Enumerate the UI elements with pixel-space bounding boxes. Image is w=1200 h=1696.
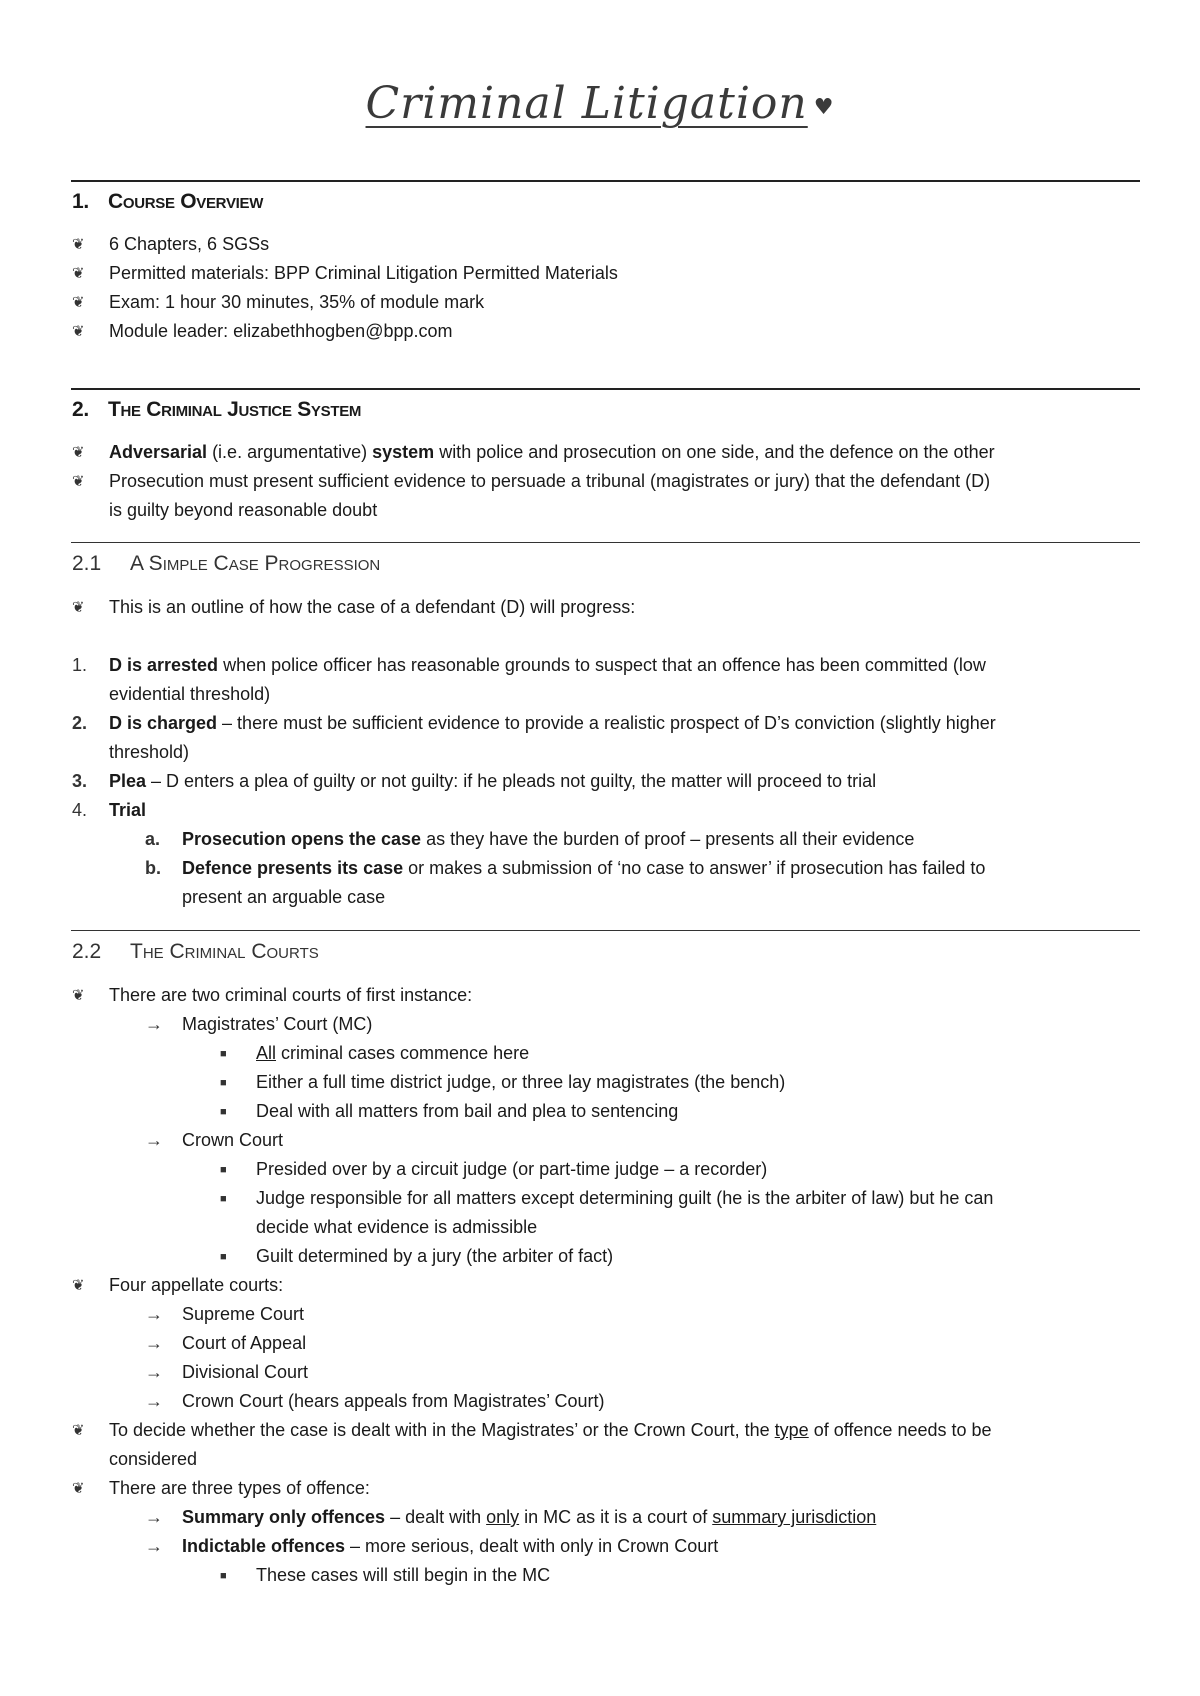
subsection-divider — [71, 930, 1140, 931]
section-divider — [71, 388, 1140, 390]
arrow-right-icon: → — [145, 1507, 163, 1527]
square-bullet-icon: ■ — [220, 1106, 227, 1118]
heart-bullet-icon: ❦ — [72, 473, 85, 490]
heart-bullet-icon: ❦ — [72, 1480, 85, 1497]
square-bullet-icon: ■ — [220, 1164, 227, 1176]
square-bullet-icon: ■ — [220, 1570, 227, 1582]
section-divider — [71, 180, 1140, 182]
arrow-right-icon: → — [145, 1362, 163, 1382]
arrow-right-icon: → — [145, 1304, 163, 1324]
section-2-heading: 2. The Criminal Justice System — [72, 398, 362, 421]
document-page: Criminal Litigation ♥ 1. Course Overview ❦ 6 Chapters, 6 SGSs ❦ Permitted materials: BPP Criminal Litigation Permitted Materials ❦ Exam: 1 hour 30 minutes, 35% of module mark ❦ Module leader: elizabethhogben@bpp.com 2. The Criminal Justice System ❦ Adversarial (i.e. argumentative) system with police and prosecution on one side, and the defence on the other ❦ Prosecution must present sufficient evidence to persuade a tribunal (magistrates or jury) that the defendant (D) is guilty beyond reasonable doubt 2.1 A Simple Case Progression ❦ This is an outline of how the case of a defendant (D) will progress: 1. D is arrested when police officer has reasonable grounds to suspect that an offence has been committed (low evidential threshold) 2. D is charged – there must be sufficient evidence to provide a realistic prospect of D’s conviction (slightly higher threshold) 3. Plea – D enters a plea of guilty or not guilty: if he pleads not guilty, the matter will proceed to trial 4. Trial a. Prosecution opens the case as they have the burden of proof – presents all their evidence b. Defence presents its case or makes a submission of ‘no case to answer’ if prosecution has failed to present an arguable case 2.2 The Criminal Courts ❦ There are two criminal courts of first instance: → Magistrates’ Court (MC) ■ All criminal cases commence here ■ Either a full time district judge, or three lay magistrates (the bench) ■ Deal with all matters from bail and plea to sentencing → Crown Court ■ Presided over by a circuit judge (or part-time judge – a recorder) ■ Judge responsible for all matters except determining guilt (he is the arbiter of law) but he can decide what evidence is admissible ■ Guilt determined by a jury (the arbiter of fact) ❦ Four appellate courts: → Supreme Court → Court of Appeal → Divisional Court → Crown Court (hears appeals from Magistrates’ Court) ❦ To decide whether the case is dealt with in the Magistrates’ or the Crown Court, the type of offence needs to be considered ❦ There are three types of offence: → Summary only offences – dealt with only in MC as it is a court of summary jurisdiction → Indictable offences – more serious, dealt with only in Crown Court ■ These cases will still begin in the MC — [0, 0, 1200, 1696]
arrow-right-icon: → — [145, 1391, 163, 1411]
heart-bullet-icon: ❦ — [72, 323, 85, 340]
square-bullet-icon: ■ — [220, 1048, 227, 1060]
heart-bullet-icon: ❦ — [72, 1277, 85, 1294]
arrow-right-icon: → — [145, 1014, 163, 1034]
arrow-right-icon: → — [145, 1536, 163, 1556]
heart-bullet-icon: ❦ — [72, 265, 85, 282]
heart-bullet-icon: ❦ — [72, 599, 85, 616]
arrow-right-icon: → — [145, 1333, 163, 1353]
section-1-heading: 1. Course Overview — [72, 190, 264, 213]
heart-bullet-icon: ❦ — [72, 236, 85, 253]
title-text: Criminal Litigation — [365, 78, 808, 129]
heart-icon: ♥ — [813, 95, 835, 120]
square-bullet-icon: ■ — [220, 1251, 227, 1263]
square-bullet-icon: ■ — [220, 1077, 227, 1089]
heart-bullet-icon: ❦ — [72, 294, 85, 311]
page-title — [0, 78, 1200, 129]
module-leader-email: Module leader: elizabethhogben@bpp.com — [109, 321, 453, 341]
heart-bullet-icon: ❦ — [72, 444, 85, 461]
heart-bullet-icon: ❦ — [72, 1422, 85, 1439]
arrow-right-icon: → — [145, 1130, 163, 1150]
square-bullet-icon: ■ — [220, 1193, 227, 1205]
section-2-2-heading: 2.2 The Criminal Courts — [72, 940, 319, 963]
heart-bullet-icon: ❦ — [72, 987, 85, 1004]
section-2-1-heading: 2.1 A Simple Case Progression — [72, 552, 381, 575]
subsection-divider — [71, 542, 1140, 543]
